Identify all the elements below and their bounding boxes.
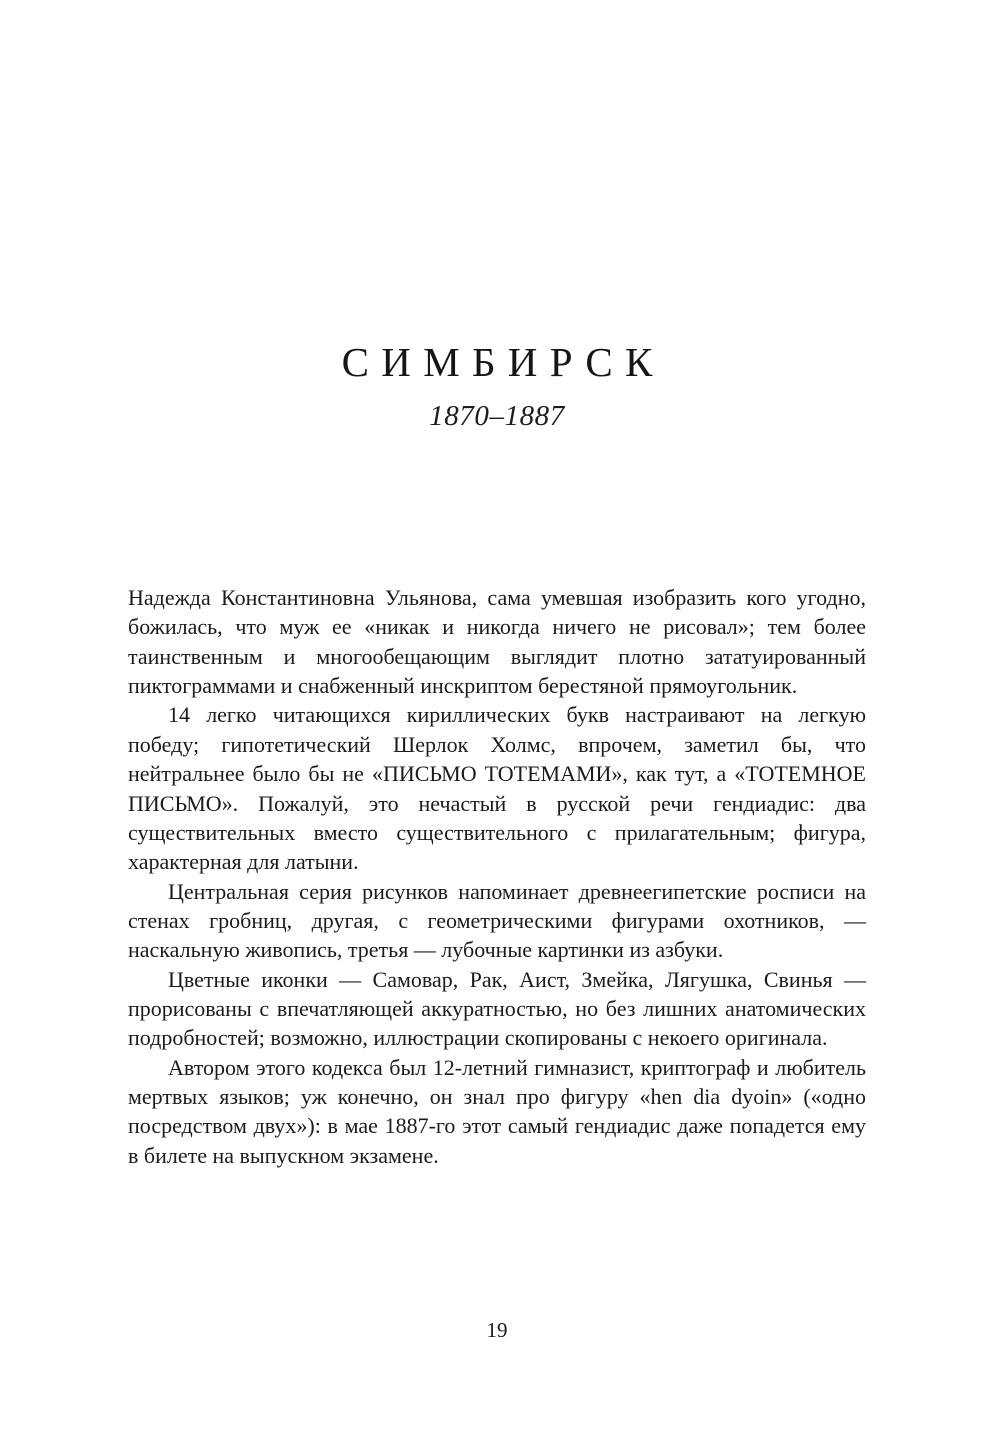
paragraph: Центральная серия рисунков напоминает древнеегипетские росписи на стенах гробниц, другая, с геометрическими фигурами охотников, — наскальную живопись, третья — лубочные картинки из азбуки.	[128, 878, 866, 963]
text-column	[128, 0, 866, 1170]
paragraph: 14 легко читающихся кириллических букв настраивают на легкую победу; гипотетический Шерлок Холмс, впрочем, заметил бы, что нейтральнее было бы не «ПИСЬМО ТОТЕМАМИ», как тут, а «ТОТЕМНОЕ ПИСЬМО». Пожалуй, это нечастый в русской речи гендиадис: два существительных вместо существительного с прилагательным; фигура, характерная для латыни.	[128, 702, 866, 875]
paragraph: Автором этого кодекса был 12-летний гимназист, криптограф и любитель мертвых языков; уж конечно, он знал про фигуру «hen dia dyoin» («одно посредством двух»): в мае 1887-го этот самый гендиадис даже попадется ему в билете на выпускном экзамене.	[128, 1054, 866, 1168]
paragraph: Надежда Константиновна Ульянова, сама умевшая изобразить кого угодно, божилась, что муж ее «никак и никогда ничего не рисовал»; тем более таинственным и многообещающим выглядит плотно зататуированный пиктограммами и снабженный инскриптом берестяной прямоугольник.	[128, 585, 866, 699]
chapter-title: СИМБИРСК	[341, 339, 665, 385]
chapter-dates: 1870–1887	[429, 400, 565, 432]
page-number: 19	[486, 1318, 508, 1342]
paragraph: Цветные иконки — Самовар, Рак, Аист, Змейка, Лягушка, Свинья — прорисованы с впечатляющей аккуратностью, но без лишних анатомических подробностей; возможно, иллюстрации скопированы с некоего оригинала.	[128, 966, 866, 1051]
chapter-body	[128, 583, 866, 1170]
